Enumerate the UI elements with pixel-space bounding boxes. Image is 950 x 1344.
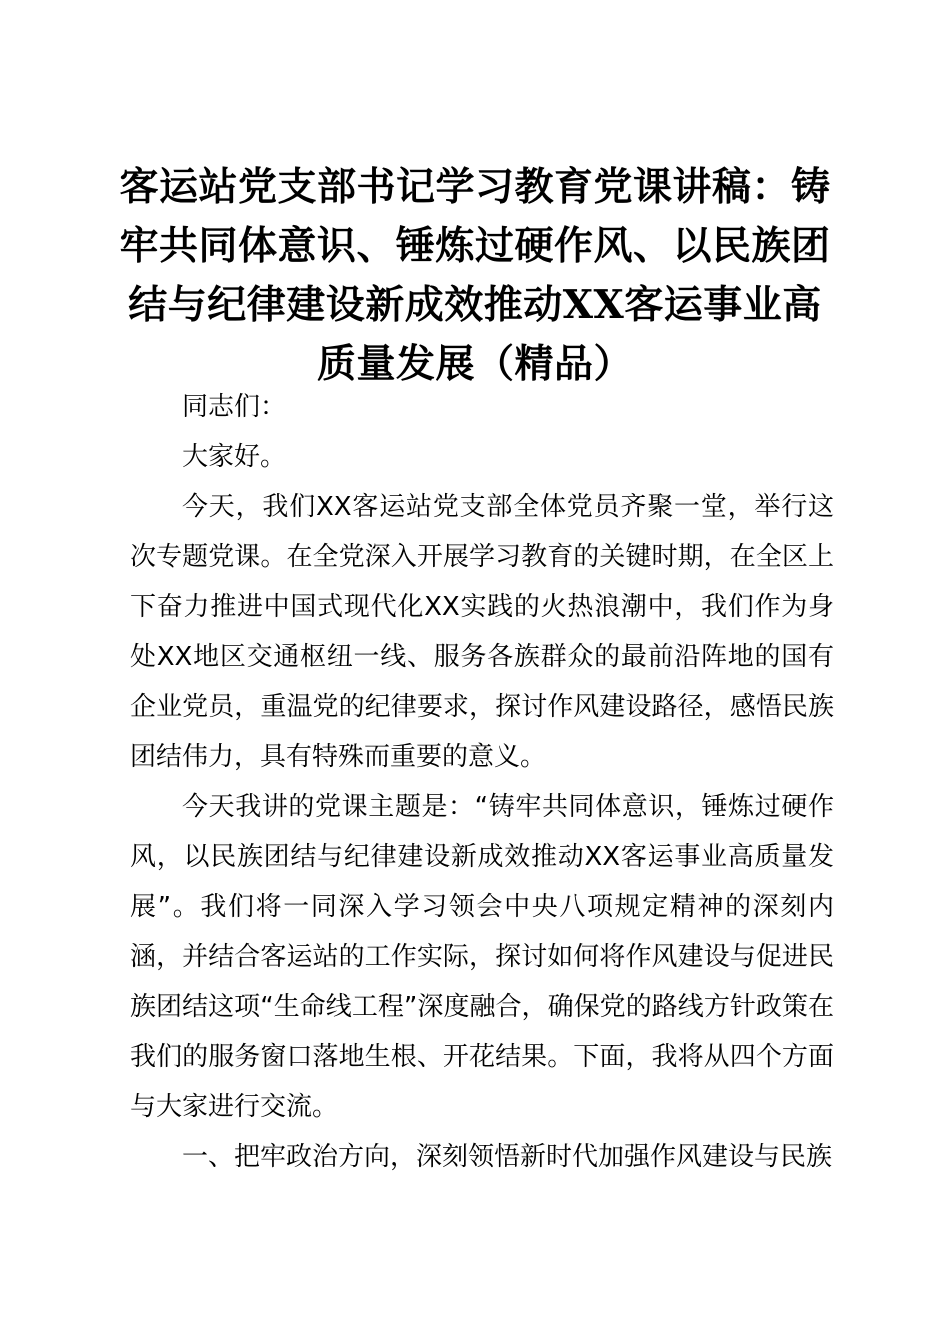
theme-paragraph: 今天我讲的党课主题是：“铸牢共同体意识，锤炼过硬作风，以民族团结与纪律建设新成效推动XX客运事业高质量发展”。我们将一同深入学习领会中央八项规定精神的深刻内涵，并结合客运站的工作实际，探讨如何将作风建设与促进民族团结这项“生命线工程”深度融合，确保党的路线方针政策在我们的服务窗口落地生根、开花结果。下面，我将从四个方面与大家进行交流。 <box>130 792 834 1122</box>
section-heading: 一、把牢政治方向，深刻领悟新时代加强作风建设与民族 <box>182 1142 833 1172</box>
salutation: 同志们： <box>182 392 287 422</box>
document-body <box>130 382 834 1182</box>
intro-paragraph: 今天，我们XX客运站党支部全体党员齐聚一堂，举行这次专题党课。在全党深入开展学习教育的关键时期，在全区上下奋力推进中国式现代化XX实践的火热浪潮中，我们作为身处XX地区交通枢纽一线、服务各族群众的最前沿阵地的国有企业党员，重温党的纪律要求，探讨作风建设路径，感悟民族团结伟力，具有特殊而重要的意义。 <box>130 492 834 772</box>
document-title: 客运站党支部书记学习教育党课讲稿：铸牢共同体意识、锤炼过硬作风、以民族团结与纪律建设新成效推动XX客运事业高质量发展（精品） <box>119 164 831 387</box>
greeting: 大家好。 <box>182 442 287 472</box>
